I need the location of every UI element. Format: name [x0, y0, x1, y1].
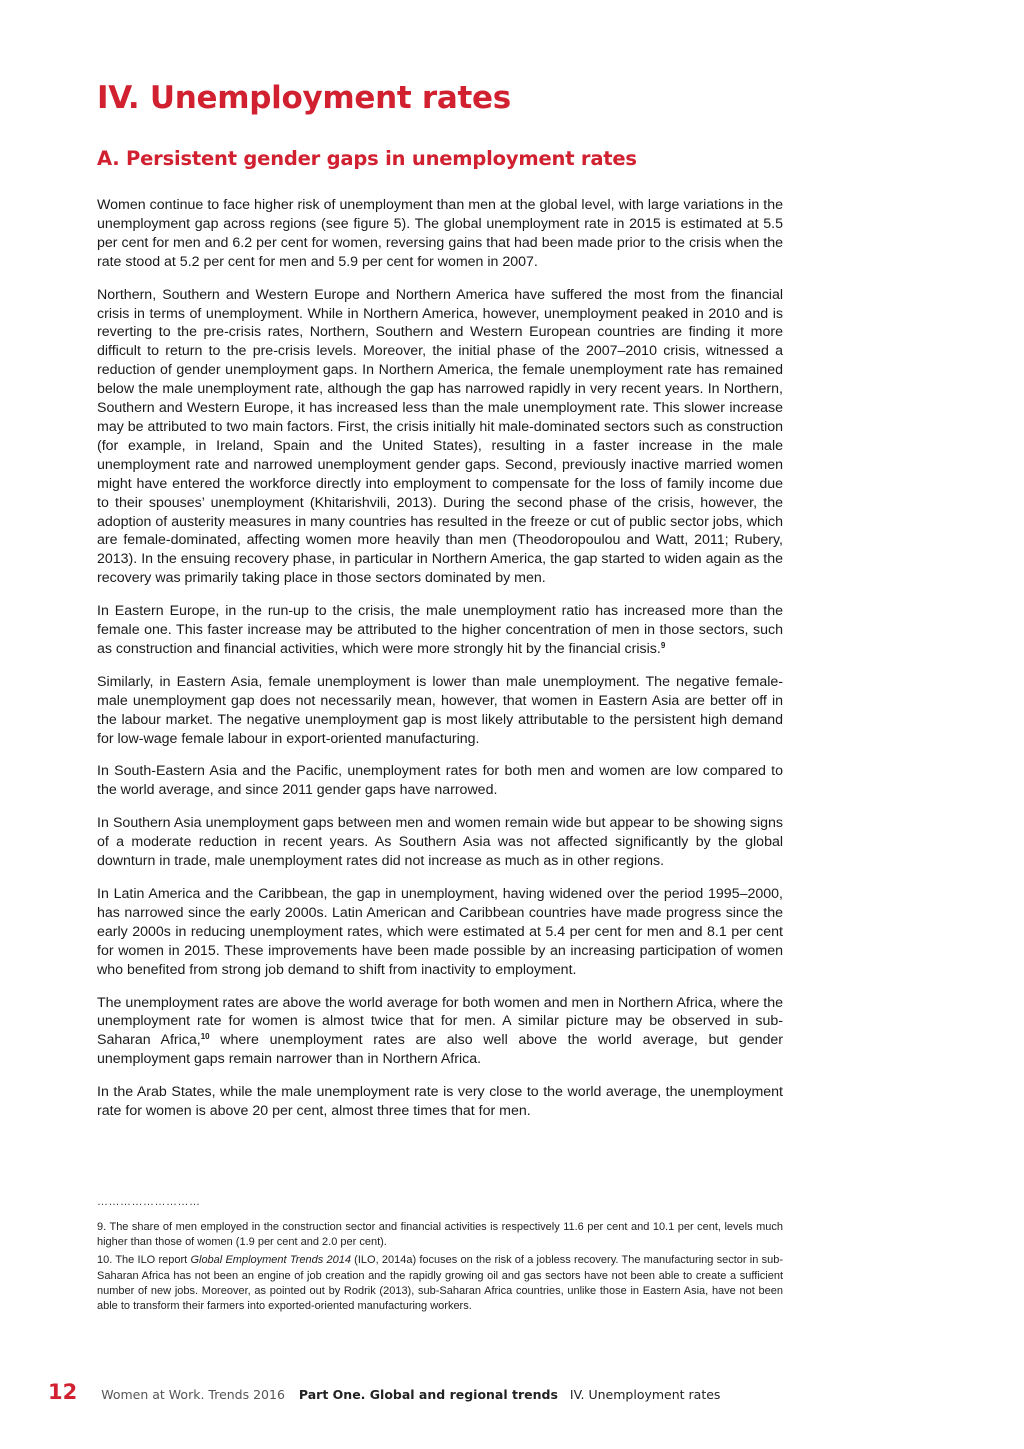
paragraph [97, 994, 783, 1070]
body-text [97, 196, 783, 1135]
paragraph [97, 602, 783, 659]
footnote-cited-title: Global Employment Trends 2014 [190, 1254, 351, 1267]
footnote-text: (ILO, 2014a) focuses on the risk of a jobless recovery. The manufacturing sector in sub-Saharan Africa has not been an engine of job creation and the rapidly growing oil and gas sectors have not been able to create a sufficient number of new jobs. Moreover, as pointed out by Rodrik (2013), sub-Saharan Africa countries, unlike those in Eastern Asia, have not been able to transform their farmers into exported-oriented manufacturing workers. [97, 1254, 783, 1313]
paragraph-text: where unemployment rates are also well above the world average, but gender unemployment gaps remain narrower than in Northern Africa. [97, 1032, 783, 1068]
footnote-9: 9. The share of men employed in the construction sector and financial activities is respectively 11.6 per cent and 10.1 per cent, levels much higher than those of women (1.9 per cent and 2.0 per cent). [97, 1221, 783, 1249]
paragraph: In South-Eastern Asia and the Pacific, unemployment rates for both men and women are low compared to the world average, and since 2011 gender gaps have narrowed. [97, 763, 783, 799]
part-title: Part One. Global and regional trends [298, 1387, 558, 1402]
paragraph-text: The unemployment rates are above the world average for both women and men in Northern Africa, where the unemployment rate for women is almost twice that for men. A similar picture may be observed in sub-Saharan Africa, [97, 994, 783, 1049]
paragraph: In the Arab States, while the male unemployment rate is very close to the world average, the unemployment rate for women is above 20 per cent, almost three times that for men. [97, 1084, 783, 1120]
page-footer [48, 1380, 720, 1410]
footnote-ref-9[interactable]: 9 [660, 640, 666, 650]
footnote-divider: ……………………… [97, 1196, 201, 1208]
paragraph: In Southern Asia unemployment gaps between men and women remain wide but appear to be showing signs of a moderate reduction in recent years. As Southern Asia was not affected significantly by the global downturn in trade, male unemployment rates did not increase as much as in other regions. [97, 815, 783, 870]
chapter-running-title: IV. Unemployment rates [569, 1387, 721, 1402]
publication-title: Women at Work. Trends 2016 [101, 1387, 285, 1402]
footnote-ref-10[interactable]: 10 [200, 1032, 210, 1042]
chapter-title: IV. Unemployment rates [97, 80, 511, 116]
footnote-text: 10. The ILO report [97, 1254, 191, 1267]
paragraph: Northern, Southern and Western Europe and Northern America have suffered the most from the financial crisis in terms of unemployment. While in Northern America, however, unemployment peaked in 2010 and is reverting to the pre-crisis rates, Northern, Southern and Western European countries are finding it more difficult to return to the pre-crisis levels. Moreover, the initial phase of the 2007–2010 crisis, witnessed a reduction of gender unemployment gaps. In Northern America, the female unemployment rate has remained below the male unemployment rate, although the gap has narrowed rapidly in very recent years. In Northern, Southern and Western Europe, it has increased less than the male unemployment rate. This slower increase may be attributed to two main factors. First, the crisis initially hit male-dominated sectors such as construction (for example, in Ireland, Spain and the United States), resulting in a faster increase in the male unemployment rate and narrowed unemployment gender gaps. Second, previously inactive married women might have entered the workforce directly into employment to compensate for the loss of family income due to their spouses’ unemployment (Khitarishvili, 2013). During the second phase of the crisis, however, the adoption of austerity measures in many countries has resulted in the freeze or cut of public sector jobs, which are female-dominated, affecting women more heavily than men (Theodoropoulou and Watt, 2011; Rubery, 2013). In the ensuing recovery phase, in particular in Northern America, the gap started to widen again as the recovery was primarily taking place in those sectors dominated by men. [97, 286, 784, 587]
paragraph: Similarly, in Eastern Asia, female unemployment is lower than male unemployment. The negative female-male unemployment gap does not necessarily mean, however, that women in Eastern Asia are better off in the labour market. The negative unemployment gap is most likely attributable to the persistent high demand for low-wage female labour in export-oriented manufacturing. [97, 673, 783, 747]
paragraph: Women continue to face higher risk of unemployment than men at the global level, with large variations in the unemployment gap across regions (see figure 5). The global unemployment rate in 2015 is estimated at 5.5 per cent for men and 6.2 per cent for women, reversing gains that had been made prior to the crisis when the rate stood at 5.2 per cent for men and 5.9 per cent for women in 2007. [97, 197, 783, 270]
section-title: A. Persistent gender gaps in unemployment rates [97, 147, 637, 170]
footnotes [97, 1220, 783, 1317]
footnote-10 [97, 1253, 783, 1314]
paragraph-text: In Eastern Europe, in the run-up to the crisis, the male unemployment ratio has increased more than the female one. This faster increase may be attributed to the higher concentration of men in those sectors, such as construction and financial activities, which were more strongly hit by the financial crisis. [97, 603, 783, 657]
paragraph: In Latin America and the Caribbean, the gap in unemployment, having widened over the period 1995–2000, has narrowed since the early 2000s. Latin American and Caribbean countries have made progress since the early 2000s in reducing unemployment rates, which were estimated at 5.4 per cent for men and 8.1 per cent for women in 2015. These improvements have been made possible by an increasing participation of women who benefited from strong job demand to shift from inactivity to employment. [97, 886, 783, 978]
page-number: 12 [48, 1380, 78, 1404]
